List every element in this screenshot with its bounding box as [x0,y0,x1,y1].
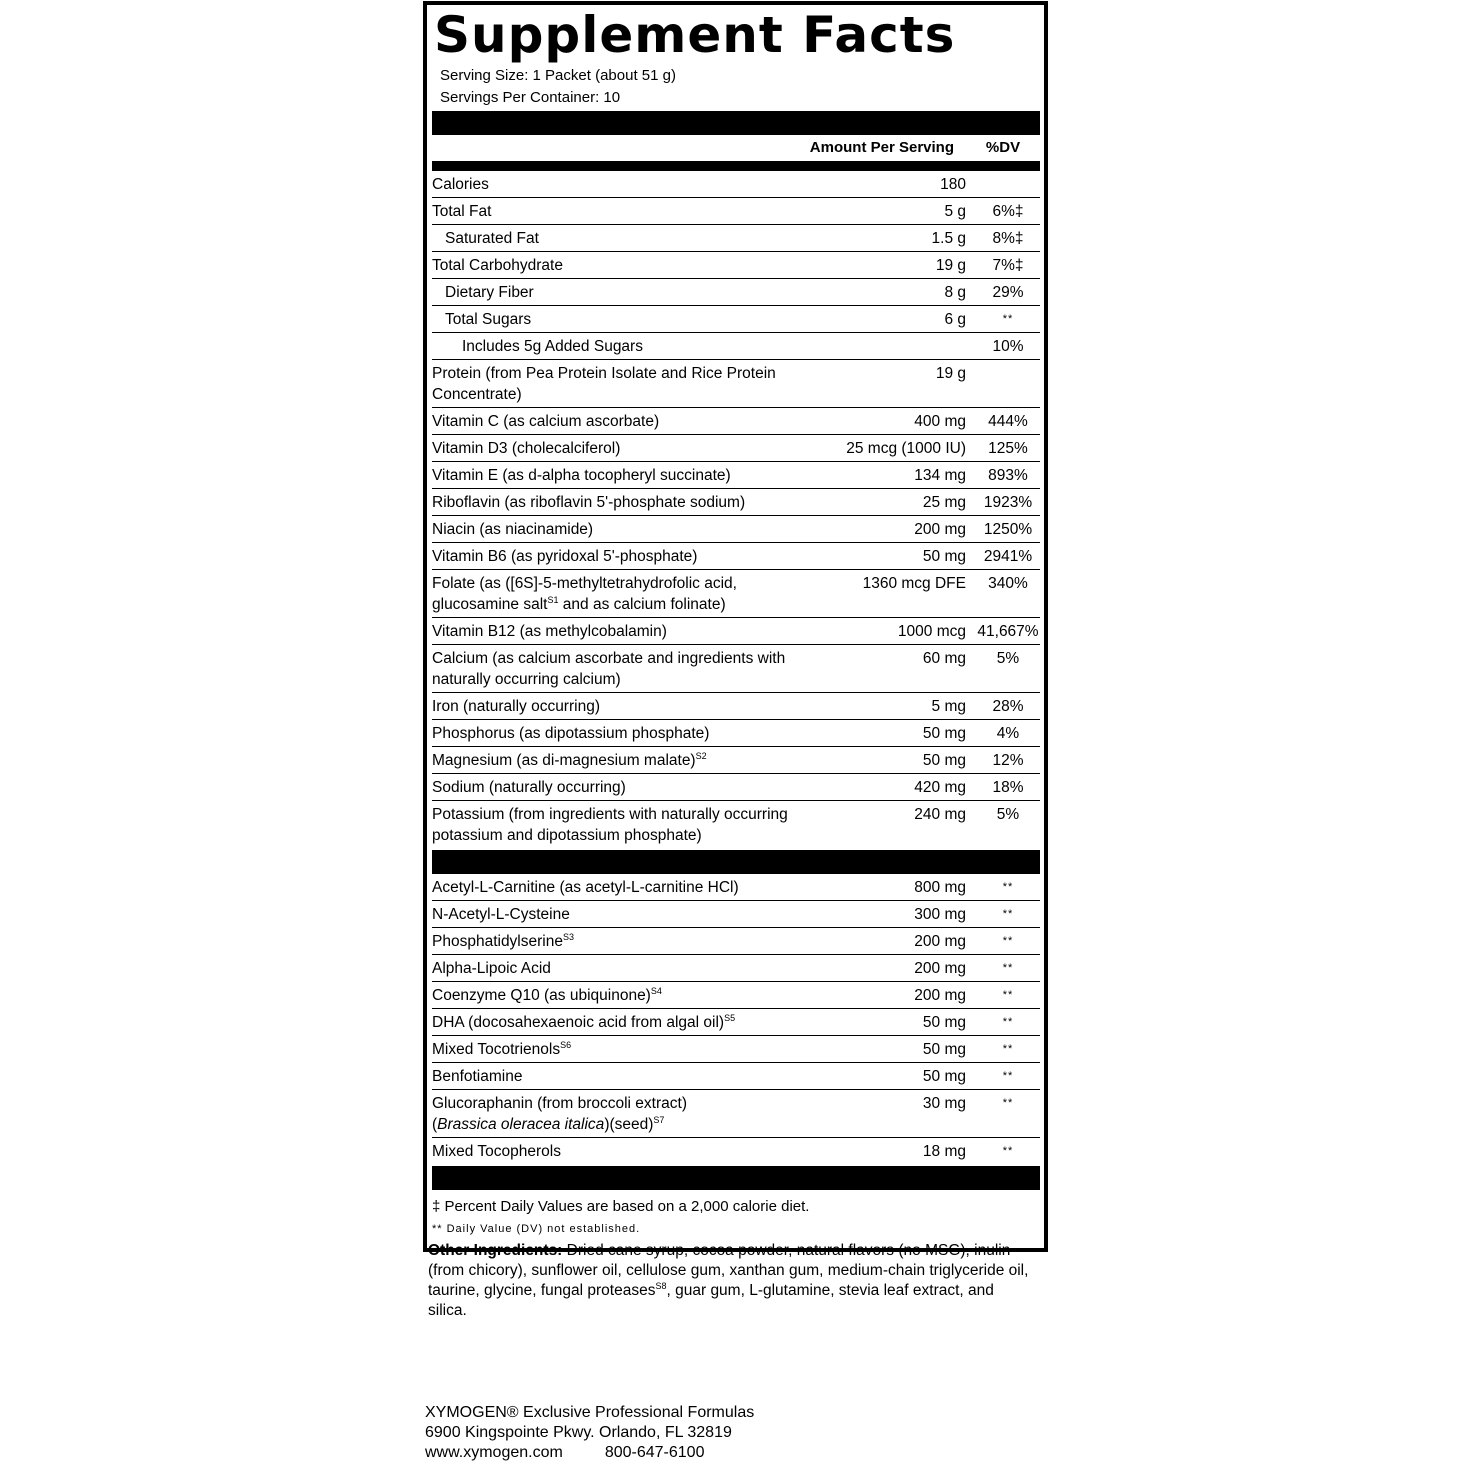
nutrient-name [432,777,816,798]
ingredient-name [432,1039,816,1060]
nutrient-dv: 6%‡ [992,203,1024,220]
ingredient-name [432,904,816,925]
nutrient-row [432,774,1040,801]
ingredient-name [432,877,816,898]
nutrient-name-text: Riboflavin (as riboflavin 5'-phosphate sodium) [432,494,746,511]
other-ingredient-list [432,874,1040,1164]
nutrient-dv: 28% [992,698,1024,715]
ingredient-dv: ** [1002,1043,1014,1055]
ingredient-dv: ** [1002,1145,1014,1157]
nutrient-amount: 50 mg [922,725,966,742]
nutrient-amount: 180 [940,176,966,193]
nutrient-name [432,573,816,615]
dv-column-label: %DV [985,138,1021,156]
nutrient-dv: 10% [992,338,1024,355]
ingredient-dv: ** [1002,935,1014,947]
ingredient-name-text: DHA (docosahexaenoic acid from algal oil) [432,1014,725,1031]
divider-bar [432,850,1040,874]
nutrient-name-text: Phosphorus (as dipotassium phosphate) [432,725,710,742]
nutrient-name [432,174,816,195]
ingredient-row [432,982,1040,1009]
nutrient-amount: 134 mg [914,467,966,484]
other-ingredients [428,1241,1034,1321]
nutrient-name-text: Includes 5g Added Sugars [462,338,643,355]
ingredient-name [432,1066,816,1087]
ingredient-name [432,931,816,952]
footnote-percent: ‡ Percent Daily Values are based on a 2,000 calorie diet. [432,1198,810,1215]
ingredient-name-text: Acetyl-L-Carnitine (as acetyl-L-carnitine HCl) [432,879,739,896]
nutrient-row [432,801,1040,848]
nutrient-amount: 8 g [944,284,966,301]
ingredient-name-text: N-Acetyl-L-Cysteine [432,906,570,923]
nutrient-name [432,696,816,717]
ingredient-name-text: Benfotiamine [432,1068,523,1085]
ingredient-amount: 200 mg [914,960,966,977]
nutrient-name [432,228,816,249]
nutrient-row [432,198,1040,225]
serving-size: Serving Size: 1 Packet (about 51 g) [440,67,676,84]
nutrient-amount: 200 mg [914,521,966,538]
nutrient-dv: 1923% [983,494,1033,511]
nutrient-name-text: Saturated Fat [445,230,539,247]
nutrient-row [432,570,1040,618]
nutrient-row [432,171,1040,198]
ingredient-row [432,1009,1040,1036]
nutrient-name-text: Protein (from Pea Protein Isolate and Rice Protein Concentrate) [432,365,776,403]
nutrient-dv: 444% [988,413,1028,430]
nutrient-name-text: Folate (as ([6S]-5-methyltetrahydrofolic acid, glucosamine salt [432,575,737,613]
nutrient-name [432,621,816,642]
nutrient-dv: 29% [992,284,1024,301]
ingredient-amount: 300 mg [914,906,966,923]
nutrient-name-text: Vitamin B12 (as methylcobalamin) [432,623,667,640]
other-ingredients-text: Dried cane syrup, cocoa powder, natural flavors (no MSG), inulin (from chicory), sunflower oil, cellulose gum, xanthan gum, medium-chain triglyceride oil, taurine, glycine, fungal proteases [428,1242,1029,1299]
nutrient-amount: 1360 mcg DFE [862,575,966,592]
other-ingredients-sup: S8 [655,1280,667,1291]
nutrient-name-text: Vitamin B6 (as pyridoxal 5'-phosphate) [432,548,698,565]
nutrient-dv: 41,667% [977,623,1039,640]
company-contact [425,1443,754,1463]
company-address: 6900 Kingspointe Pkwy. Orlando, FL 32819 [425,1424,732,1441]
ingredient-row [432,1063,1040,1090]
nutrient-row [432,645,1040,693]
nutrient-name [432,438,816,459]
nutrient-name [432,465,816,486]
ingredient-dv: ** [1002,908,1014,920]
ingredient-name-text-cont: )(seed) [604,1116,654,1133]
ingredient-amount: 50 mg [922,1041,966,1058]
company-phone: 800-647-6100 [604,1444,705,1461]
nutrient-dv: 12% [992,752,1024,769]
servings-per-container: Servings Per Container: 10 [440,89,621,106]
ingredient-dv: ** [1002,1016,1014,1028]
nutrient-dv: 5% [996,650,1020,667]
ingredient-dv: ** [1002,1070,1014,1082]
ingredient-footnote-ref: S3 [562,931,574,942]
nutrient-name-text: Vitamin D3 (cholecalciferol) [432,440,621,457]
ingredient-name-text: Alpha-Lipoic Acid [432,960,551,977]
ingredient-row [432,874,1040,901]
divider-bar [432,111,1040,135]
nutrient-row [432,543,1040,570]
nutrient-row [432,252,1040,279]
ingredient-dv: ** [1002,1097,1014,1109]
ingredient-amount: 800 mg [914,879,966,896]
nutrient-amount: 5 g [944,203,966,220]
ingredient-dv: ** [1002,962,1014,974]
footnote-dv [432,1217,1040,1240]
nutrient-row [432,747,1040,774]
nutrient-name-text: Total Carbohydrate [432,257,563,274]
nutrient-name-text: Magnesium (as di-magnesium malate) [432,752,696,769]
nutrient-amount: 240 mg [914,806,966,823]
ingredient-amount: 200 mg [914,933,966,950]
nutrient-row [432,489,1040,516]
nutrient-row [432,408,1040,435]
nutrient-footnote-ref: S2 [695,750,707,761]
ingredient-dv: ** [1002,881,1014,893]
nutrient-dv: 2941% [983,548,1033,565]
amount-column-label: Amount Per Serving [809,138,954,156]
ingredient-footnote-ref: S6 [560,1039,572,1050]
nutrient-row [432,435,1040,462]
nutrient-name-text: Vitamin C (as calcium ascorbate) [432,413,660,430]
ingredient-row [432,928,1040,955]
nutrient-footnote-ref: S1 [547,594,559,605]
nutrient-row [432,618,1040,645]
nutrient-name [432,492,816,513]
ingredient-row [432,1036,1040,1063]
nutrient-name-text: Vitamin E (as d-alpha tocopheryl succinate) [432,467,731,484]
nutrient-dv: ** [1002,313,1014,325]
nutrient-amount: 19 g [935,365,966,382]
ingredient-dv: ** [1002,989,1014,1001]
divider-bar [432,1166,1040,1190]
nutrient-dv: 893% [988,467,1028,484]
company-website[interactable]: www.xymogen.com [425,1444,563,1461]
nutrient-row [432,333,1040,360]
nutrient-row [432,225,1040,252]
nutrient-amount: 25 mcg (1000 IU) [846,440,966,457]
ingredient-name [432,1012,816,1033]
ingredient-name-text: Phosphatidylserine [432,933,563,950]
ingredient-name-text: Mixed Tocotrienols [432,1041,561,1058]
ingredient-row [432,901,1040,928]
nutrient-name [432,336,816,357]
nutrient-amount: 6 g [944,311,966,328]
nutrient-dv: 340% [988,575,1028,592]
nutrient-name [432,309,816,330]
nutrient-amount: 50 mg [922,752,966,769]
ingredient-name [432,958,816,979]
nutrient-row [432,516,1040,543]
nutrient-name [432,648,816,690]
nutrient-dv: 5% [996,806,1020,823]
nutrient-name [432,363,816,405]
nutrient-name [432,546,816,567]
nutrient-amount: 19 g [935,257,966,274]
ingredient-name-text: Coenzyme Q10 (as ubiquinone) [432,987,651,1004]
other-ingredients-label: Other Ingredients: [428,1242,563,1259]
footnotes [432,1190,1040,1240]
nutrient-dv: 1250% [983,521,1033,538]
ingredient-amount: 50 mg [922,1068,966,1085]
nutrient-name-text: Total Fat [432,203,492,220]
nutrient-amount: 25 mg [922,494,966,511]
nutrient-name [432,411,816,432]
nutrient-name-text: Sodium (naturally occurring) [432,779,626,796]
nutrient-name [432,723,816,744]
nutrient-name-text: Calories [432,176,489,193]
panel-title: Supplement Facts [434,6,956,64]
company-name: XYMOGEN® Exclusive Professional Formulas [425,1404,755,1421]
nutrient-amount: 400 mg [914,413,966,430]
nutrient-name [432,282,816,303]
ingredient-latin-name: Brassica oleracea italica [437,1116,605,1133]
ingredient-amount: 200 mg [914,987,966,1004]
ingredient-name [432,985,816,1006]
nutrient-name [432,750,816,771]
nutrient-dv: 125% [988,440,1028,457]
nutrient-amount: 50 mg [922,548,966,565]
nutrient-dv: 8%‡ [992,230,1024,247]
company-info [425,1403,754,1463]
nutrient-list [432,171,1040,848]
ingredient-row [432,955,1040,982]
nutrient-name-text: Iron (naturally occurring) [432,698,600,715]
ingredient-name: Glucoraphanin (from broccoli extract) (Brassica oleracea italica)(seed)$^{S7}$ [432,1095,687,1133]
ingredient-amount: 18 mg [922,1143,966,1160]
nutrient-row [432,306,1040,333]
ingredient-footnote-ref: S7 [653,1114,665,1125]
other-ingredients-text-end: , guar gum, L-glutamine, stevia leaf extract, and silica. [428,1282,994,1319]
footnote-dv-text: ** Daily Value (DV) not established. [432,1223,641,1235]
nutrient-row [432,720,1040,747]
nutrient-row [432,279,1040,306]
nutrient-amount: 1000 mcg [897,623,966,640]
column-header [432,135,1040,159]
divider-bar [432,161,1040,171]
nutrient-name [432,201,816,222]
nutrient-name [432,519,816,540]
nutrient-row [432,360,1040,408]
ingredient-footnote-ref: S5 [724,1012,736,1023]
nutrient-dv: 7%‡ [992,257,1024,274]
nutrient-row [432,462,1040,489]
nutrient-name-text: Niacin (as niacinamide) [432,521,594,538]
ingredient-amount: 30 mg [922,1095,966,1112]
ingredient-row [432,1138,1040,1164]
nutrient-name [432,255,816,276]
ingredient-name-text: Mixed Tocopherols [432,1143,561,1160]
ingredient-name [432,1141,816,1162]
supplement-facts-panel [423,1,1048,1252]
nutrient-amount: 5 mg [931,698,966,715]
nutrient-name-text: Potassium (from ingredients with naturally occurring potassium and dipotassium phosphate) [432,806,788,844]
nutrient-dv: 18% [992,779,1024,796]
nutrient-name-text-cont: and as calcium folinate) [558,596,726,613]
nutrient-name [432,804,816,846]
nutrient-name-text: Dietary Fiber [445,284,534,301]
ingredient-row [432,1090,1040,1138]
nutrient-name-text: Calcium (as calcium ascorbate and ingredients with naturally occurring calcium) [432,650,786,688]
ingredient-footnote-ref: S4 [650,985,662,996]
ingredient-amount: 50 mg [922,1014,966,1031]
ingredient-name-text: Glucoraphanin (from broccoli extract) [432,1095,687,1112]
nutrient-name-text: Total Sugars [445,311,532,328]
nutrient-row [432,693,1040,720]
nutrient-amount: 1.5 g [931,230,966,247]
nutrient-amount: 60 mg [922,650,966,667]
nutrient-dv: 4% [996,725,1020,742]
nutrient-amount: 420 mg [914,779,966,796]
